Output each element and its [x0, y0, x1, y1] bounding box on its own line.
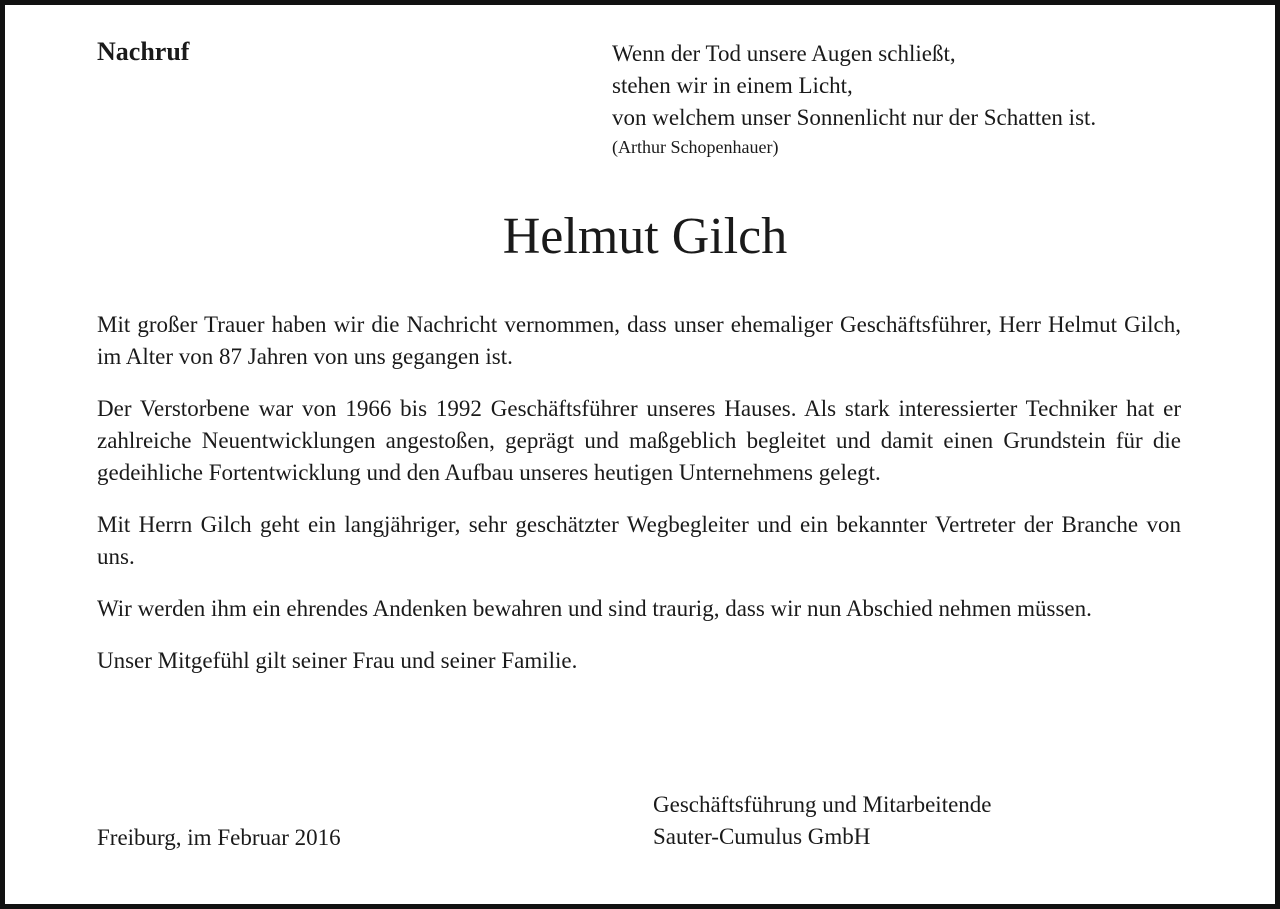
paragraph: Der Verstorbene war von 1966 bis 1992 Geschäftsführer unseres Hauses. Als stark interessierter Techniker hat er zahlreiche Neuentwicklungen angestoßen, geprägt und maßgeblich begleitet und damit einen Grundstein für die gedeihliche Fortentwicklung und den Aufbau unseres heutigen Unternehmens gelegt. [97, 396, 1181, 485]
place-date: Freiburg, im Februar 2016 [97, 825, 341, 850]
signature-company: Sauter-Cumulus GmbH [653, 824, 871, 849]
quote-author: (Arthur Schopenhauer) [612, 137, 779, 157]
signature-block [653, 789, 992, 853]
paragraph: Wir werden ihm ein ehrendes Andenken bewahren und sind traurig, dass wir nun Abschied nehmen müssen. [97, 596, 1092, 621]
paragraph: Unser Mitgefühl gilt seiner Frau und seiner Familie. [97, 648, 578, 673]
paragraph: Mit Herrn Gilch geht ein langjähriger, sehr geschätzter Wegbegleiter und ein bekannter Vertreter der Branche von uns. [97, 512, 1181, 569]
heading: Nachruf [97, 37, 190, 66]
quote-line: Wenn der Tod unsere Augen schließt, [612, 41, 956, 66]
paragraph: Mit großer Trauer haben wir die Nachricht vernommen, dass unser ehemaliger Geschäftsführer, Herr Helmut Gilch, im Alter von 87 Jahren von uns gegangen ist. [97, 312, 1181, 369]
deceased-name: Helmut Gilch [502, 208, 788, 265]
signature-line: Geschäftsführung und Mitarbeitende [653, 792, 992, 817]
obituary-body [97, 309, 1181, 697]
quote-line: stehen wir in einem Licht, [612, 73, 853, 98]
quote-block [612, 38, 1096, 160]
quote-line: von welchem unser Sonnenlicht nur der Schatten ist. [612, 105, 1097, 130]
